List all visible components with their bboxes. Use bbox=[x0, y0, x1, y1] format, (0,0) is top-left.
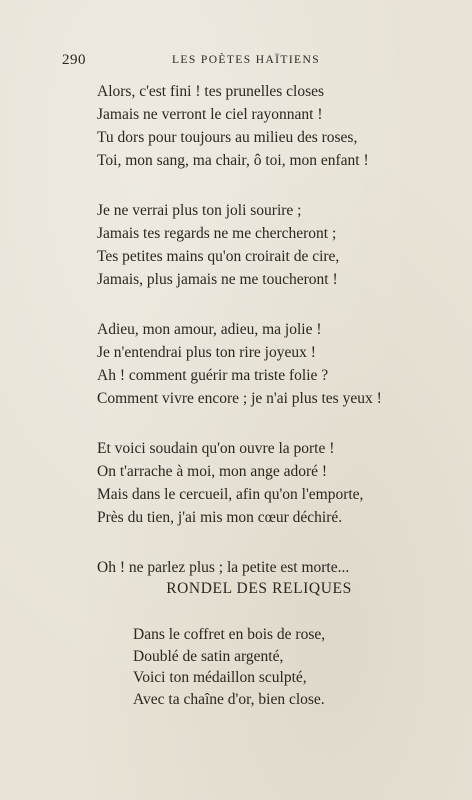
poem-line: Alors, c'est fini ! tes prunelles closes bbox=[97, 83, 325, 100]
poem-line: Jamais tes regards ne me chercheront ; bbox=[97, 225, 337, 242]
rondel-stanza bbox=[133, 624, 433, 710]
poem-line: Et voici soudain qu'on ouvre la porte ! bbox=[97, 440, 335, 457]
page-header bbox=[62, 52, 422, 72]
poem-line: Mais dans le cercueil, afin qu'on l'emporte, bbox=[97, 486, 364, 503]
running-title: LES POÈTES HAÏTIENS bbox=[172, 54, 320, 66]
stanza-3 bbox=[97, 318, 437, 410]
poem-line: Je ne verrai plus ton joli sourire ; bbox=[97, 202, 302, 219]
stanza-4 bbox=[97, 437, 437, 529]
poem-line: Adieu, mon amour, adieu, ma jolie ! bbox=[97, 321, 322, 338]
stanza-1 bbox=[97, 80, 437, 172]
poem-line: Près du tien, j'ai mis mon cœur déchiré. bbox=[97, 509, 343, 526]
poem bbox=[97, 80, 437, 579]
poem-line: Voici ton médaillon sculpté, bbox=[133, 669, 307, 686]
section-title bbox=[0, 580, 472, 598]
page-number: 290 bbox=[62, 52, 86, 68]
stanza-2 bbox=[97, 199, 437, 291]
poem-line: Comment vivre encore ; je n'ai plus tes yeux ! bbox=[97, 390, 382, 407]
poem-line: Toi, mon sang, ma chair, ô toi, mon enfant ! bbox=[97, 152, 369, 169]
poem-line: Dans le coffret en bois de rose, bbox=[133, 626, 326, 643]
poem-line: On t'arrache à moi, mon ange adoré ! bbox=[97, 463, 328, 480]
poem-line: Jamais ne verront le ciel rayonnant ! bbox=[97, 106, 323, 123]
poem-line: Je n'entendrai plus ton rire joyeux ! bbox=[97, 344, 316, 361]
poem-line: Tes petites mains qu'on croirait de cire, bbox=[97, 248, 340, 265]
poem-line: Jamais, plus jamais ne me toucheront ! bbox=[97, 271, 338, 288]
poem-line: Tu dors pour toujours au milieu des roses, bbox=[97, 129, 358, 146]
poem-line: Ah ! comment guérir ma triste folie ? bbox=[97, 367, 329, 384]
poem-line: Avec ta chaîne d'or, bien close. bbox=[133, 690, 325, 708]
poem-line: Doublé de satin argenté, bbox=[133, 647, 284, 665]
section-title-text: RONDEL DES RELIQUES bbox=[166, 580, 352, 597]
closing-line: Oh ! ne parlez plus ; la petite est morte... bbox=[97, 559, 350, 576]
